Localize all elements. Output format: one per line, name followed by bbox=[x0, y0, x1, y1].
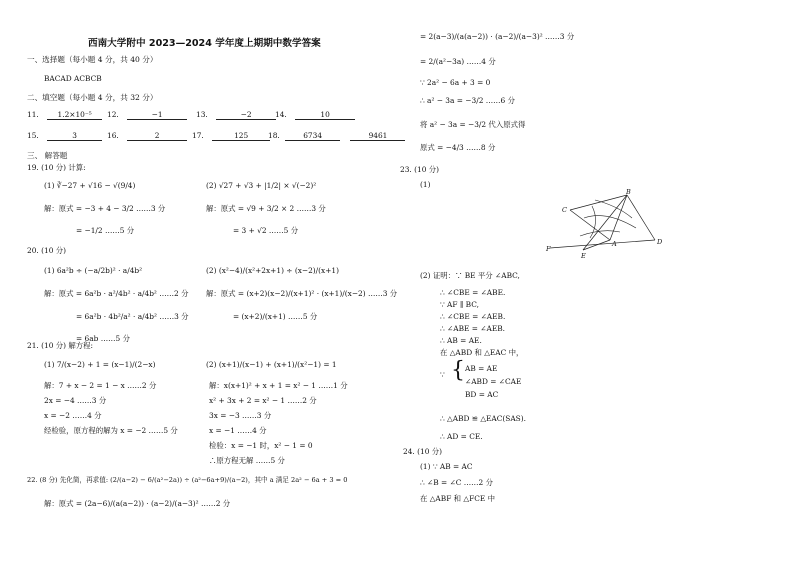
fill-answer: 10 bbox=[295, 110, 355, 120]
q21-step: 3x = −3 ……3 分 bbox=[209, 411, 272, 420]
fill-answer: 125 bbox=[212, 131, 270, 141]
fill-num: 17. bbox=[192, 131, 204, 140]
q19-problem-1: (1) ∛−27 + √16 − √(9/4) bbox=[44, 181, 136, 190]
q21-step: 经检验，原方程的解为 x = −2 ……5 分 bbox=[44, 426, 178, 435]
fill-num: 16. bbox=[107, 131, 119, 140]
fill-row-2c bbox=[192, 131, 270, 141]
line-cb bbox=[570, 195, 627, 210]
fill-row-1 bbox=[27, 110, 102, 120]
label-b: B bbox=[626, 188, 631, 196]
q22-cont-step: 原式 = −4/3 ……8 分 bbox=[420, 143, 496, 152]
q24-head: 24. (10 分) bbox=[403, 447, 443, 456]
q22-cont-step: 将 a² − 3a = −3/2 代入原式得 bbox=[420, 120, 526, 129]
q23-step: ∴ ∠CBE = ∠ABE. bbox=[440, 288, 506, 297]
q23-step: ∵ AF ∥ BC, bbox=[440, 300, 479, 309]
q19-step: = 3 + √2 ……5 分 bbox=[233, 226, 299, 235]
q22-cont-step: = 2(a−3)/(a(a−2)) · (a−2)/(a−3)² ……3 分 bbox=[420, 32, 575, 41]
q22-cont-step: = 2/(a²−3a) ……4 分 bbox=[420, 57, 496, 66]
choice-answers: BACAD ACBCB bbox=[44, 74, 102, 83]
label-a: A bbox=[612, 240, 617, 248]
fill-num: 18. bbox=[268, 131, 280, 140]
q23-system: AB = AE bbox=[465, 364, 498, 373]
fill-answer: −2 bbox=[216, 110, 276, 120]
q20-step: 解：原式 = (x+2)(x−2)/(x+1)² · (x+1)/(x−2) ……3 分 bbox=[206, 289, 398, 298]
q20-head: 20. (10 分) bbox=[27, 246, 67, 255]
q23-system: BD = AC bbox=[465, 390, 499, 399]
line-ca bbox=[570, 210, 610, 240]
fill-row-1b bbox=[107, 110, 187, 120]
label-e: E bbox=[581, 252, 586, 260]
q21-head: 21. (10 分) 解方程: bbox=[27, 341, 94, 350]
fill-num: 11. bbox=[27, 110, 39, 119]
section-choice-heading: 一、选择题（每小题 4 分，共 40 分） bbox=[27, 55, 158, 64]
fill-num: 15. bbox=[27, 131, 39, 140]
fill-answer: 9461 bbox=[350, 131, 405, 141]
q23-step: ∴ △ABD ≌ △EAC(SAS). bbox=[440, 414, 526, 423]
q21-step: 解：x(x+1)² + x + 1 = x² − 1 ……1 分 bbox=[209, 381, 348, 390]
fill-answer: 3 bbox=[47, 131, 102, 141]
q19-step: = −1/2 ……5 分 bbox=[76, 226, 135, 235]
brace-symbol: ∵ bbox=[440, 370, 445, 379]
q21-step: ∴原方程无解 ……5 分 bbox=[209, 456, 285, 465]
q21-step: 解：7 + x − 2 = 1 − x ……2 分 bbox=[44, 381, 157, 390]
q19-head: 19. (10 分) 计算: bbox=[27, 163, 86, 172]
arc-1 bbox=[590, 206, 596, 238]
q21-step: 2x = −4 ……3 分 bbox=[44, 396, 107, 405]
q23-part-2: (2) 证明：∵ BE 平分 ∠ABC, bbox=[420, 271, 520, 280]
q23-step: ∴ AD = CE. bbox=[440, 432, 483, 441]
fill-num: 14. bbox=[275, 110, 287, 119]
q22-step: 解：原式 = (2a−6)/(a(a−2)) · (a−2)/(a−3)² ……2 分 bbox=[44, 499, 231, 508]
q24-step: 在 △ABF 和 △FCE 中 bbox=[420, 494, 496, 503]
q19-step: 解：原式 = √9 + 3/2 × 2 ……3 分 bbox=[206, 204, 326, 213]
q21-step: x² + 3x + 2 = x² − 1 ……2 分 bbox=[209, 396, 317, 405]
q23-step: 在 △ABD 和 △EAC 中， bbox=[440, 348, 524, 357]
fill-answer: 6734 bbox=[285, 131, 340, 141]
q19-step: 解：原式 = −3 + 4 − 3/2 ……3 分 bbox=[44, 204, 166, 213]
fill-answer: 2 bbox=[127, 131, 187, 141]
q22-cont-step: ∵ 2a² − 6a + 3 = 0 bbox=[420, 78, 491, 87]
q23-step: ∴ ∠CBE = ∠AEB. bbox=[440, 312, 506, 321]
fill-num: 13. bbox=[196, 110, 208, 119]
q23-step: ∴ AB = AE. bbox=[440, 336, 482, 345]
q22-head: 22. (8 分) 先化简，再求值: (2/(a−2) − 6/(a²−2a)) ÷ (a²−6a+9)/(a−2)，其中 a 满足 2a² − 6a + 3 = 0 bbox=[27, 476, 348, 484]
section-fill-heading: 二、填空题（每小题 4 分，共 32 分） bbox=[27, 93, 158, 102]
arc-3 bbox=[580, 231, 620, 236]
geometry-figure bbox=[540, 188, 700, 264]
q24-step: (1) ∵ AB = AC bbox=[420, 462, 473, 471]
line-fd bbox=[550, 240, 655, 248]
fill-num: 12. bbox=[107, 110, 119, 119]
fill-row-1c bbox=[196, 110, 276, 120]
q20-problem-2: (2) (x²−4)/(x²+2x+1) ÷ (x−2)/(x+1) bbox=[206, 266, 339, 275]
fill-answer: −1 bbox=[127, 110, 187, 120]
page-title: 西南大学附中 2023—2024 学年度上期期中数学答案 bbox=[88, 38, 321, 49]
fill-row-2b bbox=[107, 131, 187, 141]
q21-step: x = −1 ……4 分 bbox=[209, 426, 267, 435]
q20-step: 解：原式 = 6a²b · a²/4b² · a/4b² ……2 分 bbox=[44, 289, 189, 298]
q23-system: ∠ABD = ∠CAE bbox=[465, 377, 522, 386]
q21-problem-1: (1) 7/(x−2) + 1 = (x−1)/(2−x) bbox=[44, 360, 156, 369]
q19-problem-2: (2) √27 + √3 + |1/2| × √(−2)² bbox=[206, 181, 317, 190]
label-c: C bbox=[562, 206, 567, 214]
q24-step: ∴ ∠B = ∠C ……2 分 bbox=[420, 478, 493, 487]
fill-row-2d bbox=[268, 131, 405, 141]
label-f: F bbox=[546, 245, 551, 253]
q21-step: x = −2 ……4 分 bbox=[44, 411, 102, 420]
q23-head: 23. (10 分) bbox=[400, 165, 440, 174]
fill-answer: 1.2×10⁻⁵ bbox=[47, 110, 102, 120]
q20-problem-1: (1) 6a²b ÷ (−a/2b)² · a/4b² bbox=[44, 266, 143, 275]
q21-problem-2: (2) (x+1)/(x−1) + (x+1)/(x²−1) = 1 bbox=[206, 360, 337, 369]
q20-step: = (x+2)/(x+1) ……5 分 bbox=[233, 312, 318, 321]
fill-row-2 bbox=[27, 131, 102, 141]
q21-step: 检验：x = −1 时，x² − 1 = 0 bbox=[209, 441, 313, 450]
q22-cont-step: ∴ a² − 3a = −3/2 ……6 分 bbox=[420, 96, 515, 105]
q23-step: ∴ ∠ABE = ∠AEB. bbox=[440, 324, 506, 333]
section-solve-heading: 三、 解答题 bbox=[27, 151, 68, 160]
brace: { bbox=[451, 358, 465, 383]
fill-row-1d bbox=[275, 110, 355, 120]
q23-part-1: (1) bbox=[420, 180, 431, 189]
q20-step: = 6a²b · 4b²/a² · a/4b² ……3 分 bbox=[76, 312, 189, 321]
q20-step: = 6ab ……5 分 bbox=[76, 334, 130, 343]
label-d: D bbox=[657, 238, 663, 246]
